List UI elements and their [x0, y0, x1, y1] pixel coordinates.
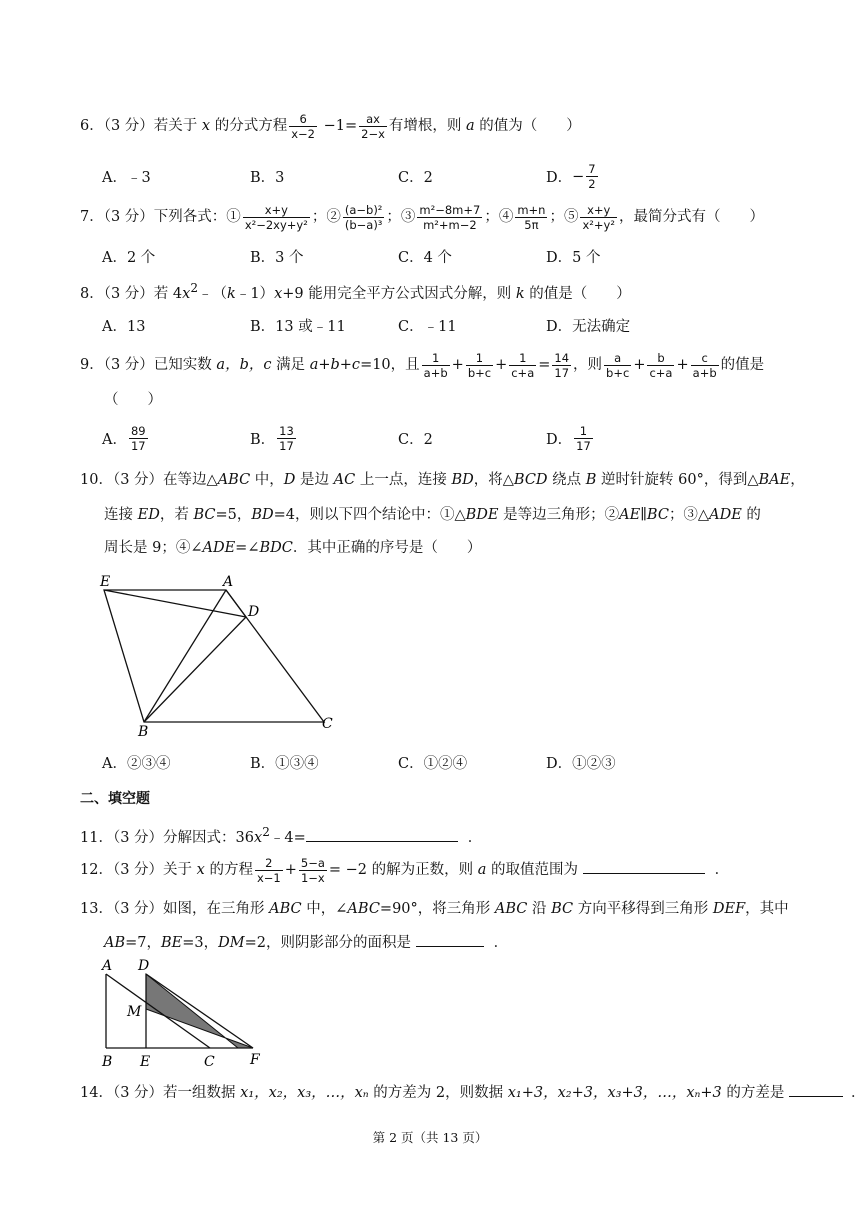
q8-text-4: +9 能用完全平方公式因式分解，则 [282, 285, 516, 302]
option-c[interactable]: C．﹣11 [398, 319, 457, 335]
sep: ；② [311, 209, 341, 225]
abc: ABC [269, 901, 302, 917]
question-10-line-1 [80, 465, 805, 495]
q6-options [102, 162, 694, 191]
sep: ；⑤ [549, 209, 579, 225]
q8-text: 8．（3 分）若 4 [80, 285, 183, 302]
option-b[interactable]: B．3 个 [250, 250, 304, 266]
var-k: k [227, 285, 236, 302]
label-a: A [223, 574, 234, 590]
q9-text-2: 满足 [271, 357, 310, 373]
var-x: x [196, 862, 205, 878]
var-a: a [477, 862, 487, 878]
t: 绕点 [547, 472, 586, 488]
num: 5−a [300, 855, 325, 870]
num: c [691, 351, 719, 366]
q9-fraction-5 [604, 351, 631, 380]
option-a[interactable] [102, 424, 250, 453]
label-a: A [102, 958, 113, 974]
num: 1 [574, 424, 593, 439]
t: 连接 [104, 507, 138, 523]
neg: − [572, 168, 585, 185]
option-b[interactable]: B．13 或﹣11 [250, 319, 346, 335]
fraction [277, 424, 296, 453]
num: 14 [554, 350, 570, 365]
q9-text-5: 的值是 [720, 357, 765, 373]
label-e: E [140, 1054, 151, 1070]
q12-fraction-1 [255, 856, 283, 885]
def: DEF [712, 901, 746, 917]
option-c[interactable]: C．2 [398, 170, 433, 186]
bc: BC [551, 901, 574, 917]
den: c+a [649, 365, 673, 380]
q7-fraction-5 [580, 203, 616, 232]
seq: x₁+3，x₂+3，x₃+3，…，xₙ+3 [507, 1085, 722, 1101]
var-x: x [274, 285, 283, 302]
t: 方向平移得到三角形 [573, 901, 713, 917]
q6-text-4: 的值为（ ） [474, 118, 581, 134]
option-c[interactable]: C．4 个 [398, 250, 452, 266]
num: 1 [422, 351, 450, 366]
question-12 [80, 855, 790, 885]
den: m²+m−2 [423, 217, 477, 232]
b: B [585, 472, 597, 488]
be: BE [161, 935, 183, 951]
t: = −2 的解为正数，则 [328, 862, 478, 878]
den: x−1 [256, 870, 281, 885]
ab: AB [104, 935, 126, 951]
ade: ADE [709, 507, 742, 523]
question-6 [80, 111, 790, 141]
t: ． [467, 829, 483, 846]
t: 11．（3 分）分解因式：36 [80, 829, 254, 846]
num: x+y [580, 203, 616, 218]
var-x: x [201, 118, 211, 134]
t: 周长是 9；④∠ [104, 540, 203, 556]
q6-eq: −1= [318, 118, 358, 134]
abc: ABC [494, 901, 528, 917]
den: 17 [576, 439, 591, 453]
q10-options [102, 752, 694, 773]
label-m: M [127, 1004, 142, 1020]
sum: a+b+c [309, 357, 361, 373]
t: ；③△ [668, 507, 710, 523]
t: 12．（3 分）关于 [80, 862, 197, 878]
num: m²−8m+7 [419, 202, 481, 217]
t: =4，则以下四个结论中：①△ [273, 507, 466, 523]
num: a [604, 351, 631, 366]
section-heading: 二、填空题 [80, 791, 150, 807]
den: 2 [588, 177, 596, 191]
answer-blank[interactable] [789, 1082, 843, 1097]
t: 中， [250, 472, 284, 488]
q9-options [102, 424, 694, 453]
bd: BD [251, 507, 274, 523]
den: c+a [511, 365, 535, 380]
label: D． [546, 170, 573, 186]
option-b[interactable]: B．①③④ [250, 756, 319, 772]
label-b: B [138, 724, 149, 740]
den: (b−a)³ [344, 217, 383, 232]
segment-ab [144, 590, 226, 722]
num: 6 [289, 112, 317, 127]
num: 13 [279, 424, 294, 438]
q9-fraction-7 [691, 351, 719, 380]
option-c[interactable]: C．①②④ [398, 756, 468, 772]
q9-line-2: （ ） [104, 392, 162, 408]
label-e: E [100, 574, 111, 590]
t: 中，∠ [301, 901, 348, 917]
t: 上一点，连接 [355, 472, 452, 488]
option-d[interactable] [546, 424, 694, 453]
dm: DM [218, 935, 245, 951]
q7-options [102, 246, 694, 267]
label-b: B [102, 1054, 113, 1070]
t: =5， [215, 507, 252, 523]
question-13-line-1 [80, 894, 790, 924]
q9-text: 9．（3 分）已知实数 [80, 357, 217, 373]
segment-ad [226, 590, 246, 617]
t: 逆时针旋转 60°，得到△ [596, 472, 759, 488]
t: 的 [741, 507, 761, 523]
den: b+c [467, 365, 492, 380]
t: =∠ [235, 540, 260, 556]
q6-text-3: 有增根，则 [388, 118, 466, 134]
den: x²−2xy+y² [244, 217, 308, 232]
exponent: 2 [190, 281, 199, 295]
var-a: a [466, 118, 475, 134]
ed: ED [137, 507, 160, 523]
q9-text-3: =10，且 [360, 357, 420, 373]
den: x²+y² [582, 217, 615, 232]
t: 的方差是 [721, 1085, 789, 1101]
num: x+y [243, 203, 310, 218]
bcd: BCD [513, 472, 548, 488]
exponent: 2 [262, 825, 270, 839]
den: 17 [554, 365, 570, 380]
q6-fraction-2 [359, 112, 387, 141]
den: 5π [524, 217, 539, 232]
answer-blank[interactable] [583, 859, 705, 874]
t: ． [851, 1085, 866, 1101]
question-7 [80, 202, 790, 232]
answer-blank[interactable] [416, 932, 484, 947]
option-b[interactable]: B．3 [250, 170, 285, 186]
d: D [283, 472, 296, 488]
q9-fraction-3 [509, 351, 536, 380]
question-9: 9．（3 分）已知实数 a，b，c 满足 a+b+c=10，且 $\frac{1}{a+b}$ + $\frac{1}{b+c}$ + $\frac{1}{c+a}$ = $\frac{14}{17}$ ，则 $\frac{a}{b+c}$ + $\frac{b}{c+a}$ + $\frac{c}{a+b}$ 的值是 [80, 350, 765, 380]
q9-fraction-2 [466, 351, 493, 380]
t: ，其中 [745, 901, 789, 917]
t: 的取值范围为 [486, 862, 583, 878]
abc: ABC [217, 472, 251, 488]
fraction [586, 162, 597, 191]
t: ． [714, 862, 730, 878]
label: B． [250, 432, 276, 448]
t: =2，则阴影部分的面积是 [244, 935, 416, 951]
q9-text-4: ，则 [573, 357, 603, 373]
t: ． [493, 935, 509, 951]
q6-text: 6．（3 分）若关于 [80, 118, 202, 134]
t: ．其中正确的序号是（ ） [292, 540, 482, 556]
bd: BD [451, 472, 474, 488]
t: ∥ [640, 507, 647, 523]
q9-fraction-4 [552, 351, 571, 380]
question-14 [80, 1078, 866, 1108]
var-x: x [182, 285, 191, 302]
q9-fraction-6 [647, 351, 674, 380]
den: 17 [130, 439, 146, 453]
den: b+c [606, 365, 630, 380]
t: ，将△ [473, 472, 514, 488]
t: 14．（3 分）若一组数据 [80, 1085, 241, 1101]
t: ，若 [159, 507, 194, 523]
q9-fraction-1 [422, 351, 450, 380]
label-d: D [138, 958, 150, 974]
den: a+b [423, 365, 448, 380]
label-f: F [250, 1052, 260, 1068]
answer-blank[interactable] [306, 827, 458, 842]
den: 17 [279, 439, 294, 453]
bde: BDE [465, 507, 499, 523]
num: 2 [255, 856, 283, 871]
den: 1−x [300, 870, 325, 885]
q8-text-3: ﹣1） [235, 285, 275, 302]
q8-text-2: ﹣（ [198, 285, 228, 302]
option-d[interactable]: D．5 个 [546, 250, 601, 266]
t: ﹣4= [269, 829, 306, 846]
segment-bd [144, 617, 246, 722]
bdc: BDC [259, 540, 293, 556]
question-11 [80, 817, 790, 853]
t: =3， [182, 935, 219, 951]
ade: ADE [202, 540, 236, 556]
option-d[interactable]: D．①②③ [546, 756, 616, 772]
abc: ABC [347, 901, 380, 917]
q6-fraction-1 [289, 112, 317, 141]
question-8 [80, 273, 790, 309]
q7-fraction-4 [515, 203, 547, 232]
fraction [129, 424, 148, 453]
q13-figure [98, 958, 268, 1070]
t: 的方差为 2，则数据 [368, 1085, 508, 1101]
q8-text-5: 的值是（ ） [524, 285, 631, 302]
t: 的方程 [204, 862, 253, 878]
num: 1 [466, 351, 493, 366]
bc: BC [193, 507, 216, 523]
option-a[interactable]: A．2 个 [102, 250, 156, 266]
question-13-line-2 [104, 928, 790, 958]
seq: x₁，x₂，x₃，…，xₙ [240, 1085, 369, 1101]
sep: ；④ [484, 209, 514, 225]
q6-text-2: 的分式方程 [210, 118, 288, 134]
den: a+b [692, 365, 717, 380]
t: 10．（3 分）在等边△ [80, 472, 218, 488]
t: 沿 [527, 901, 552, 917]
t: 是等边三角形；② [498, 507, 620, 523]
ac: AC [333, 472, 356, 488]
q7-text: 7．（3 分）下列各式：① [80, 209, 241, 225]
t: + [284, 862, 297, 878]
num: 7 [588, 162, 596, 176]
num: b [647, 351, 674, 366]
label: A． [102, 432, 127, 448]
den: x−2 [291, 126, 315, 141]
num: 89 [130, 424, 146, 438]
num: (a−b)² [344, 202, 383, 217]
num: ax [359, 112, 387, 127]
t: ， [790, 472, 805, 488]
option-d[interactable] [546, 162, 694, 191]
option-a[interactable]: A．13 [102, 319, 146, 335]
option-a[interactable]: A．②③④ [102, 756, 171, 772]
t: 13．（3 分）如图，在三角形 [80, 901, 270, 917]
q7-fraction-3 [417, 203, 482, 232]
option-c[interactable]: C．2 [398, 432, 433, 448]
den: 2−x [361, 126, 385, 141]
q7-fraction-1 [243, 203, 310, 232]
var-k: k [515, 285, 525, 302]
ae: AE [619, 507, 641, 523]
option-b[interactable] [250, 424, 398, 453]
t: 是边 [295, 472, 334, 488]
label-c: C [204, 1054, 215, 1070]
bae: BAE [758, 472, 791, 488]
q7-text-end: ，最简分式有（ ） [618, 209, 764, 225]
label-c: C [322, 716, 333, 732]
q12-fraction-2 [299, 856, 327, 885]
option-d[interactable]: D．无法确定 [546, 319, 631, 335]
bc: BC [646, 507, 669, 523]
label-d: D [248, 604, 260, 620]
q8-options [102, 315, 694, 336]
vars: a，b，c [216, 357, 272, 373]
sep: ；③ [386, 209, 416, 225]
t: =7， [125, 935, 162, 951]
num: m+n [517, 202, 546, 217]
label: D． [546, 432, 573, 448]
question-10-line-2 [104, 500, 790, 530]
q7-fraction-2 [343, 203, 385, 232]
num: 1 [509, 351, 536, 366]
q10-figure [96, 570, 336, 740]
page-footer: 第 2 页（共 13 页） [372, 1130, 488, 1145]
fraction [574, 424, 593, 453]
option-a[interactable]: A．﹣3 [102, 170, 151, 186]
segment-ed [104, 590, 246, 617]
var-x: x [254, 829, 263, 846]
t: =90°，将三角形 [379, 901, 495, 917]
eq: = [538, 357, 551, 373]
question-10-line-3 [104, 533, 790, 563]
